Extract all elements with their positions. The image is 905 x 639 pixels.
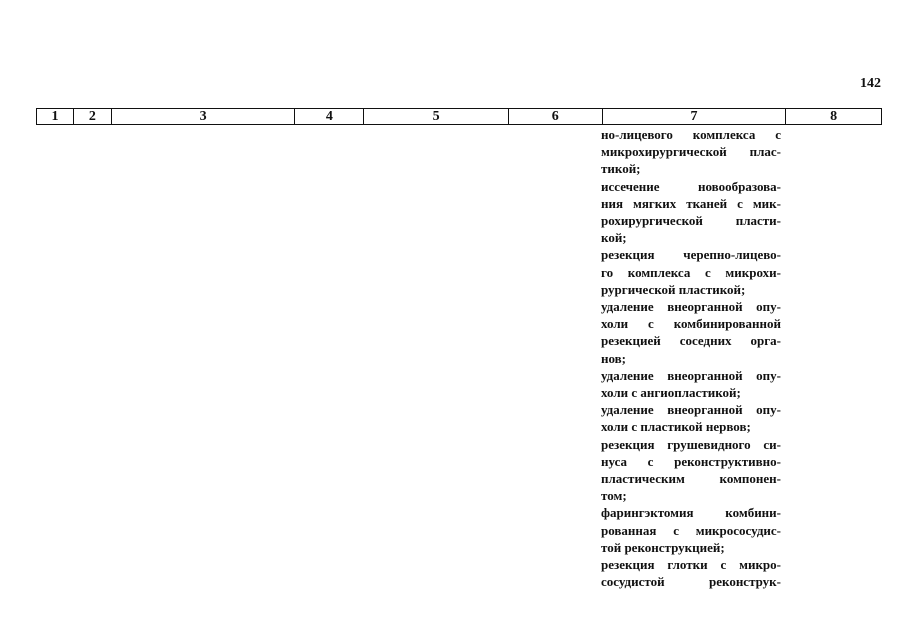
column-7-line: нов; <box>601 350 627 366</box>
column-7-line: кой; <box>601 230 627 246</box>
column-7-line: пластическим компонен- <box>601 471 781 487</box>
column-7-line: сосудистой реконструк- <box>601 574 781 590</box>
column-7-line: нуса с реконструктивно- <box>601 453 781 469</box>
column-7-line: рургической пластикой; <box>601 281 746 297</box>
column-7-line: удаление внеорганной опу- <box>601 367 781 383</box>
column-7-line: рованная с микрососудис- <box>601 522 781 538</box>
page-number: 142 <box>860 76 881 91</box>
column-7-line: микрохирургической плас- <box>601 144 781 160</box>
column-7-line: резекция глотки с микро- <box>601 557 781 573</box>
header-col-3: 3 <box>112 109 296 124</box>
table-header-row <box>36 108 882 125</box>
header-col-4: 4 <box>295 109 364 124</box>
column-7-line: го комплекса с микрохи- <box>601 264 781 280</box>
column-7-line: тикой; <box>601 161 641 177</box>
column-7-line: резекцией соседних орга- <box>601 333 781 349</box>
column-7-text <box>601 126 781 590</box>
header-col-1: 1 <box>37 109 74 124</box>
column-7-line: резекция черепно-лицево- <box>601 247 781 263</box>
column-7-line: удаление внеорганной опу- <box>601 299 781 315</box>
column-7-line: холи с ангиопластикой; <box>601 385 741 401</box>
header-col-6: 6 <box>509 109 603 124</box>
column-7-line: холи с комбинированной <box>601 316 781 332</box>
header-col-2: 2 <box>74 109 112 124</box>
column-7-line: фарингэктомия комбини- <box>601 505 781 521</box>
column-7-line: том; <box>601 488 627 504</box>
column-7-line: иссечение новообразова- <box>601 178 781 194</box>
column-7-line: удаление внеорганной опу- <box>601 402 781 418</box>
column-7-line: ния мягких тканей с мик- <box>601 195 781 211</box>
column-7-line: но-лицевого комплекса с <box>601 127 781 142</box>
column-7-line: рохирургической пласти- <box>601 213 781 229</box>
column-7-line: резекция грушевидного си- <box>601 436 781 452</box>
header-col-8: 8 <box>830 109 838 124</box>
column-7-line: той реконструкцией; <box>601 539 725 555</box>
header-col-7: 7 <box>603 109 787 124</box>
header-col-5: 5 <box>364 109 509 124</box>
column-7-line: холи с пластикой нервов; <box>601 419 751 435</box>
